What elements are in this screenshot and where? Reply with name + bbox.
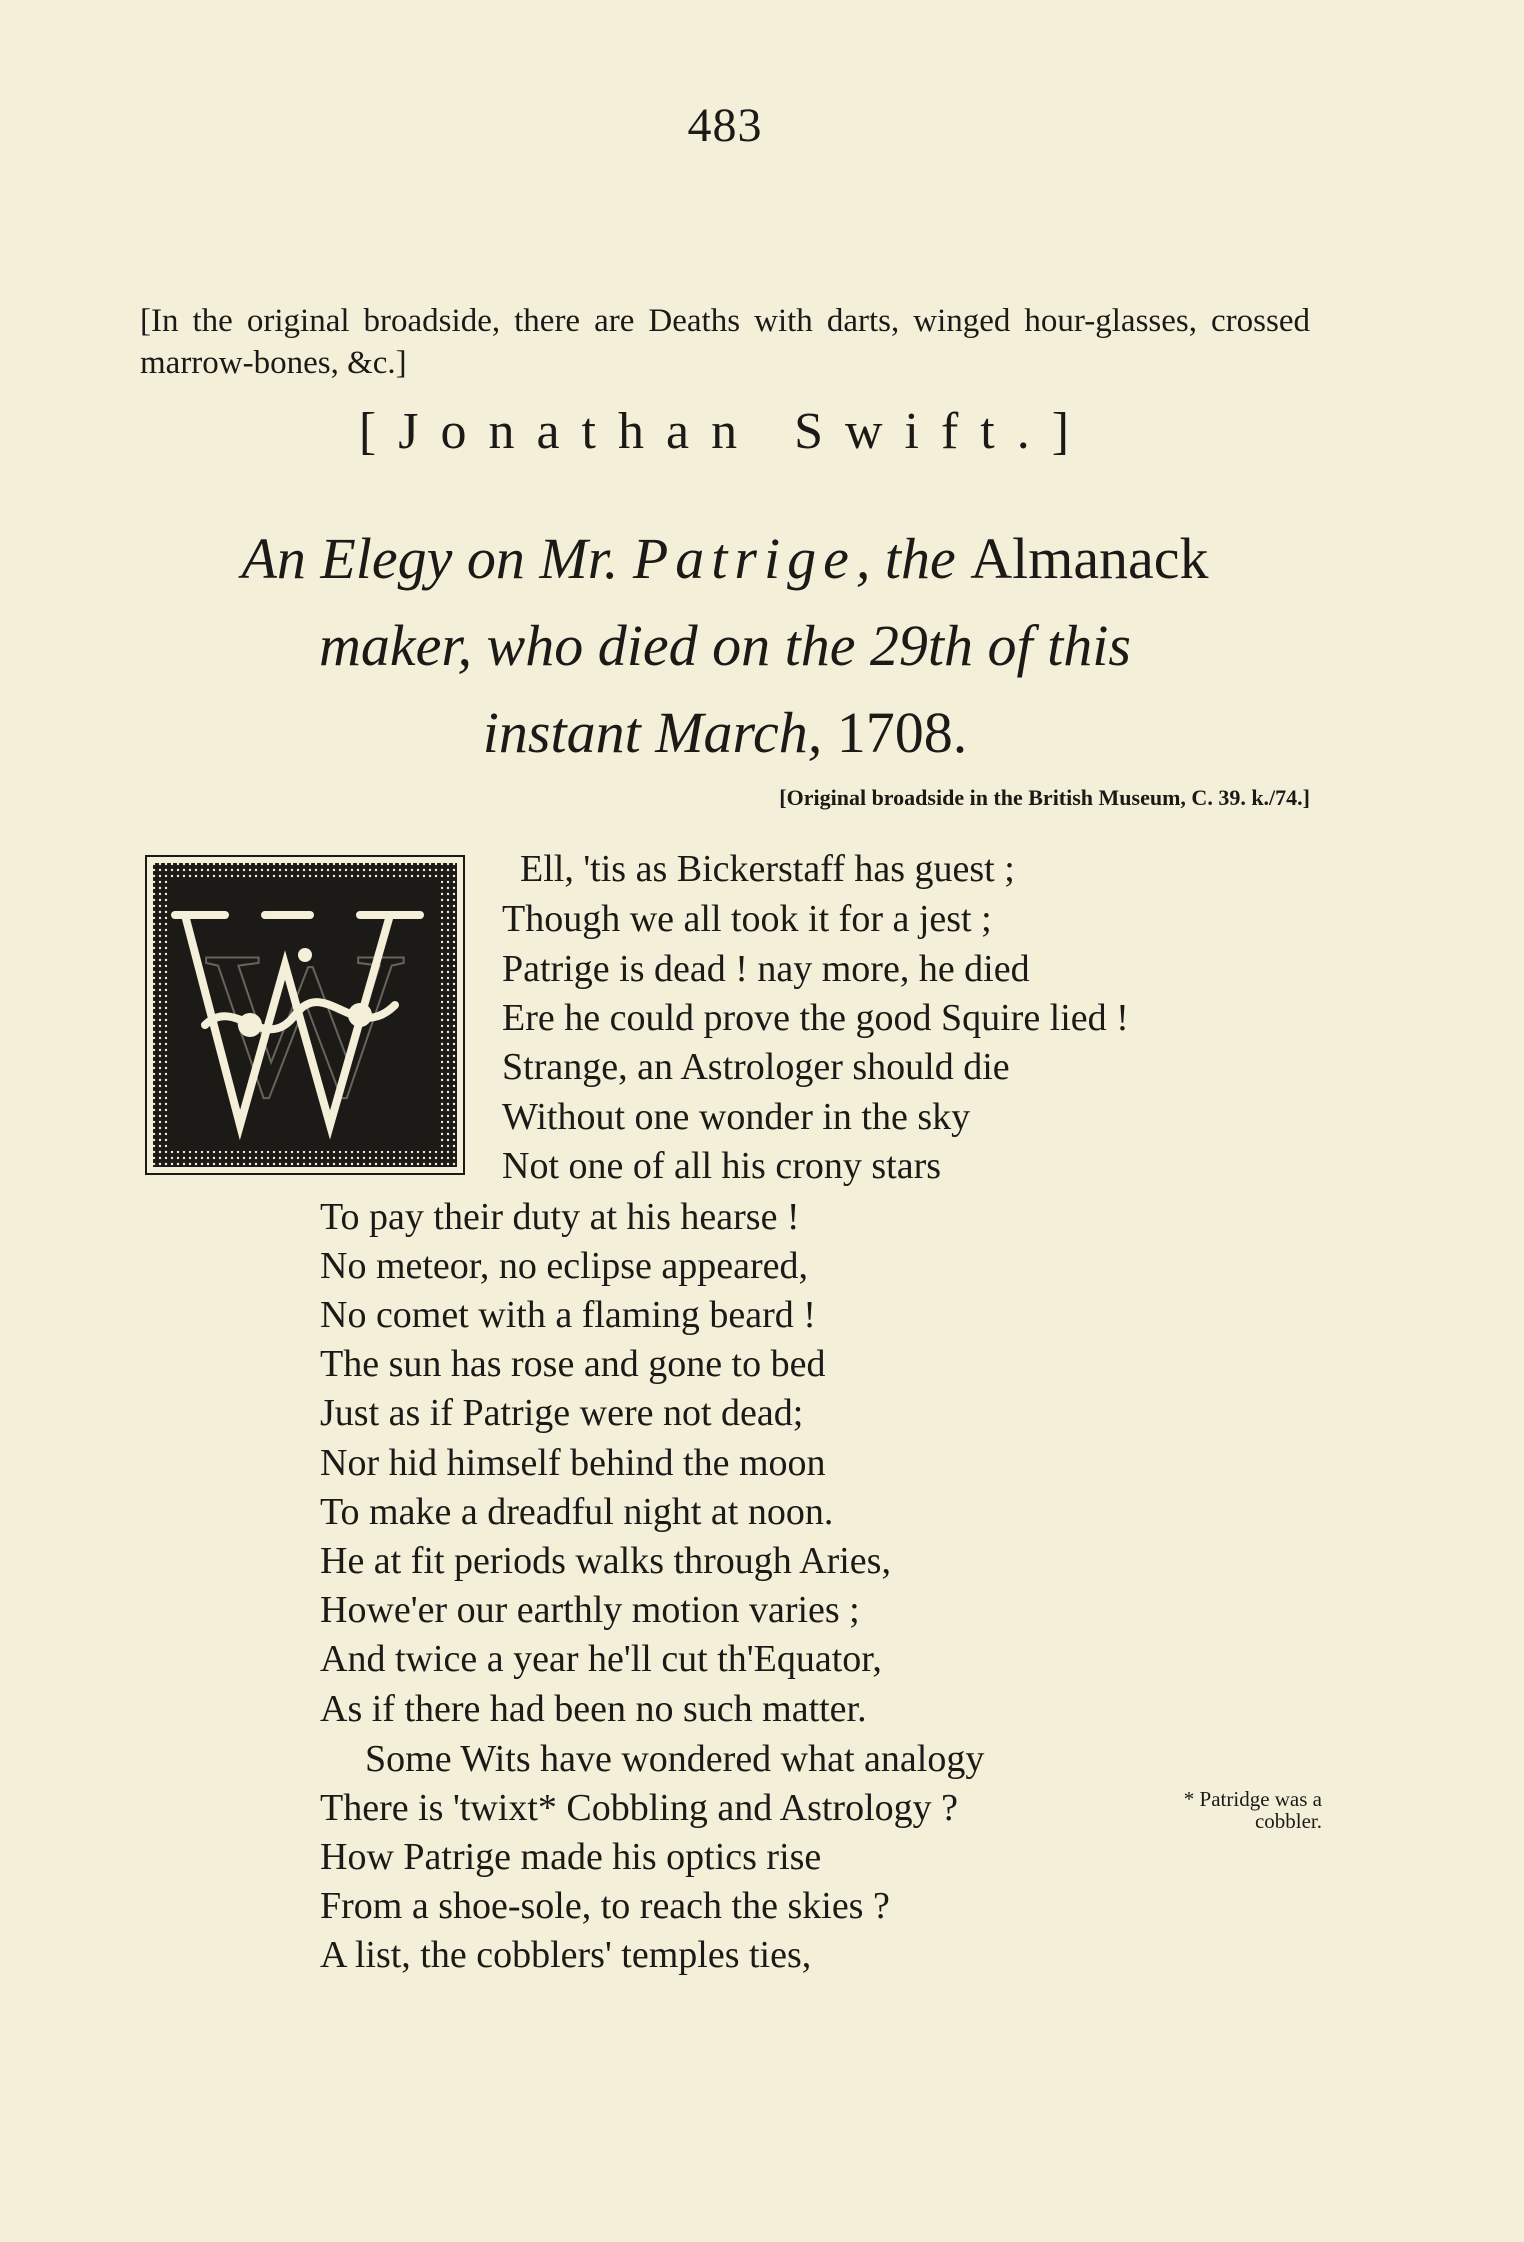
poem-line: Just as if Patrige were not dead; [320,1392,804,1434]
source-citation: [Original broadside in the British Museum, C. 39. k./74.] [779,785,1310,810]
title-line-2: maker, who died on the 29th of this [319,613,1131,678]
poem-line: Nor hid himself behind the moon [320,1442,826,1484]
poem-line: Ell, 'tis as Bickerstaff has guest ; [520,848,1015,890]
poem-line: How Patrige made his optics rise [320,1836,822,1878]
poem-line: To make a dreadful night at noon. [320,1491,834,1533]
poem-line: Without one wonder in the sky [502,1096,971,1138]
title-line-3: instant March, 1708. [482,700,968,765]
poem-title [100,515,1350,776]
poem-line: Though we all took it for a jest ; [502,898,992,940]
margin-note: * Patridge was a cobbler. [1183,1787,1322,1833]
poem-line: A list, the cobblers' temples ties, [320,1934,812,1976]
poem-line: The sun has rose and gone to bed [320,1343,826,1385]
ornamental-drop-cap [145,855,465,1175]
poem-line: No meteor, no eclipse appeared, [320,1245,809,1287]
poem-line: From a shoe-sole, to reach the skies ? [320,1885,890,1927]
poem-line: No comet with a flaming beard ! [320,1294,816,1336]
poem-line: Some Wits have wondered what analogy [365,1738,985,1780]
page-number: 483 [687,99,763,152]
poem-line: Ere he could prove the good Squire lied ! [502,997,1129,1039]
author-heading: [Jonathan Swift.] [358,403,1092,460]
poem-line: There is 'twixt* Cobbling and Astrology ? [320,1787,959,1829]
poem-line: Howe'er our earthly motion varies ; [320,1589,860,1631]
poem-line: To pay their duty at his hearse ! [320,1196,800,1238]
poem-line: And twice a year he'll cut th'Equator, [320,1638,882,1680]
poem-line: Patrige is dead ! nay more, he died [502,948,1030,990]
title-line-1: An Elegy on Mr. Patrige, the Almanack [241,526,1209,591]
poem-line: Not one of all his crony stars [502,1145,942,1187]
poem-line: As if there had been no such matter. [320,1688,867,1730]
editorial-note: [In the original broadside, there are Deaths with darts, winged hour-glasses, crossed marrow-bones, &c.] [140,303,1310,381]
poem-line: Strange, an Astrologer should die [502,1046,1010,1088]
poem-line: He at fit periods walks through Aries, [320,1540,891,1582]
drop-cap-w-icon [145,855,465,1175]
drop-cap-letter: W [205,909,405,1141]
